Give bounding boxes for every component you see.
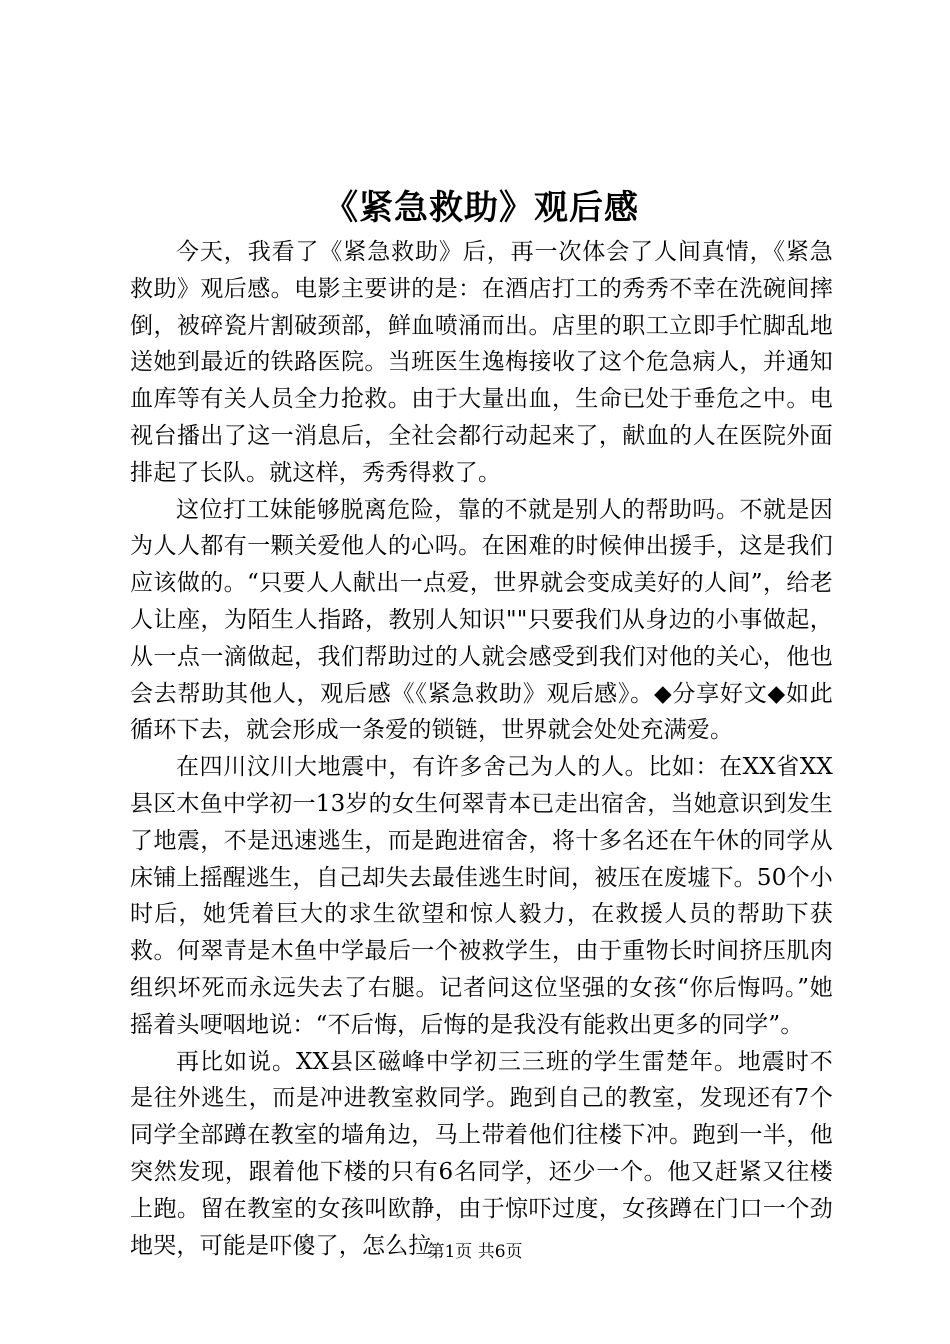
document-title: 《紧急救助》观后感 <box>324 188 639 228</box>
paragraph-1: 今天，我看了《紧急救助》后，再一次体会了人间真情，《紧急救助》观后感。电影主要讲的是：在酒店打工的秀秀不幸在洗碗间摔倒，被碎瓷片割破颈部，鲜血喷涌而出。店里的职工立即手忙脚乱地送她到最近的铁路医院。当班医生逸梅接收了这个危急病人，并通知血库等有关人员全力抢救。由于大量出血，生命已处于垂危之中。电视台播出了这一消息后，全社会都行动起来了，献血的人在医院外面排起了长队。就这样，秀秀得救了。 <box>130 239 833 486</box>
page-number-footer: 第1页 共6页 <box>427 1242 523 1262</box>
paragraph-4: 再比如说。XX县区磁峰中学初三三班的学生雷楚年。地震时不是往外逃生，而是冲进教室救同学。跑到自己的教室，发现还有7个同学全部蹲在教室的墙角边，马上带着他们往楼下冲。跑到一半，他突然发现，跟着他下楼的只有6名同学，还少一个。他又赶紧又往楼上跑。留在教室的女孩叫欧静，由于惊吓过度，女孩蹲在门口一个劲地哭，可能是吓傻了，怎么拉 <box>130 1048 833 1259</box>
paragraph-3: 在四川汶川大地震中，有许多舍己为人的人。比如：在XX省XX县区木鱼中学初一13岁的女生何翠青本已走出宿舍，当她意识到发生了地震，不是迅速逃生，而是跑进宿舍，将十多名还在午休的同学从床铺上摇醒逃生，自己却失去最佳逃生时间，被压在废墟下。50个小时后，她凭着巨大的求生欲望和惊人毅力，在救援人员的帮助下获救。何翠青是木鱼中学最后一个被救学生，由于重物长时间挤压肌肉组织坏死而永远失去了右腿。记者问这位坚强的女孩“你后悔吗。”她摇着头哽咽地说：“不后悔，后悔的是我没有能救出更多的同学”。 <box>130 754 833 1038</box>
paragraph-2: 这位打工妹能够脱离危险，靠的不就是别人的帮助吗。不就是因为人人都有一颗关爱他人的心吗。在困难的时候伸出援手，这是我们应该做的。“只要人人献出一点爱，世界就会变成美好的人间”，给老人让座，为陌生人指路，教别人知识""只要我们从身边的小事做起，从一点一滴做起，我们帮助过的人就会感受到我们对他的关心，他也会去帮助其他人，观后感《《紧急救助》观后感》。◆分享好文◆如此循环下去，就会形成一条爱的锁链，世界就会处处充满爱。 <box>130 496 833 744</box>
